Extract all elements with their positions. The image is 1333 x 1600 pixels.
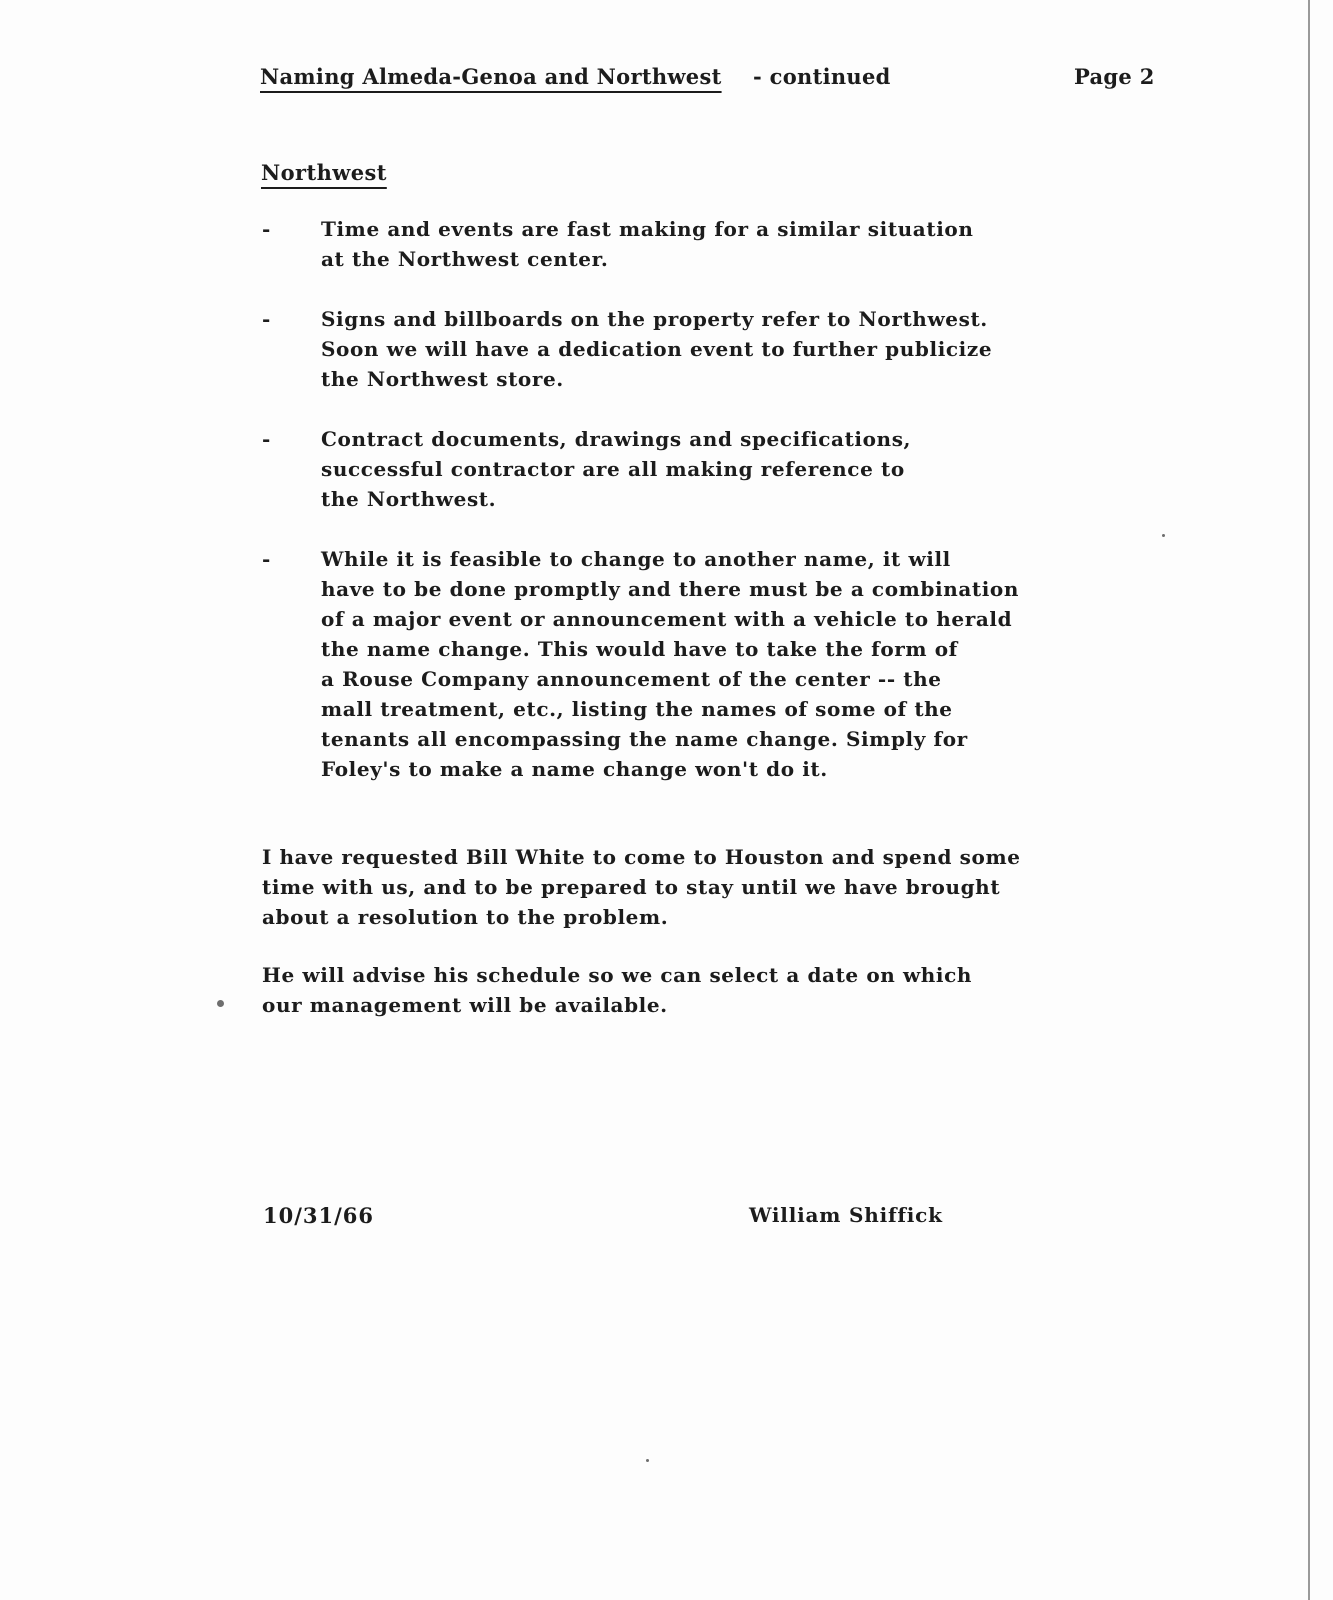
page-number: Page 2 [1074,64,1155,89]
bullet-item [260,304,1140,394]
paragraph-line: He will advise his schedule so we can select a date on which [262,963,973,987]
title-continuation: - continued [753,64,891,89]
bullet-line: of a major event or announcement with a vehicle to herald [321,607,1013,631]
bullet-line: Contract documents, drawings and specifications, [321,427,912,451]
scan-speck [1162,534,1165,537]
body-paragraph [262,842,1142,932]
bullet-line: Soon we will have a dedication event to further publicize [321,337,993,361]
bullet-marker: - [262,427,271,451]
bullet-line: the Northwest store. [321,367,564,391]
body-paragraph [262,960,1142,1020]
bullet-line: have to be done promptly and there must be a combination [321,577,1020,601]
document-title: Naming Almeda-Genoa and Northwest [260,64,722,89]
bullet-item [260,424,1140,514]
bullet-line: Signs and billboards on the property refer to Northwest. [321,307,988,331]
bullet-line: Time and events are fast making for a similar situation [321,217,974,241]
bullet-list [260,214,1140,814]
paragraph-line: our management will be available. [262,993,668,1017]
bullet-line: While it is feasible to change to another name, it will [321,547,951,571]
bullet-line: the Northwest. [321,487,497,511]
section-heading: Northwest [261,160,387,185]
paragraph-line: about a resolution to the problem. [262,905,669,929]
bullet-line: mall treatment, etc., listing the names of some of the [321,697,953,721]
bullet-line: at the Northwest center. [321,247,609,271]
paragraph-line: I have requested Bill White to come to Houston and spend some [262,845,1021,869]
bullet-item [260,544,1140,784]
bullet-line: tenants all encompassing the name change. Simply for [321,727,968,751]
bullet-marker: - [262,547,271,571]
bullet-item [260,214,1140,274]
bullet-line: successful contractor are all making reference to [321,457,905,481]
bullet-line: the name change. This would have to take the form of [321,637,958,661]
memo-author: William Shiffick [749,1203,943,1227]
scan-edge-line [1308,0,1310,1600]
page-header [260,64,1160,104]
paragraph-line: time with us, and to be prepared to stay until we have brought [262,875,1001,899]
bullet-line: a Rouse Company announcement of the center -- the [321,667,942,691]
bullet-marker: - [262,217,271,241]
scan-speck [217,1000,224,1007]
bullet-line: Foley's to make a name change won't do it. [321,757,828,781]
bullet-marker: - [262,307,271,331]
memo-date: 10/31/66 [263,1203,375,1228]
scan-speck [646,1459,649,1462]
